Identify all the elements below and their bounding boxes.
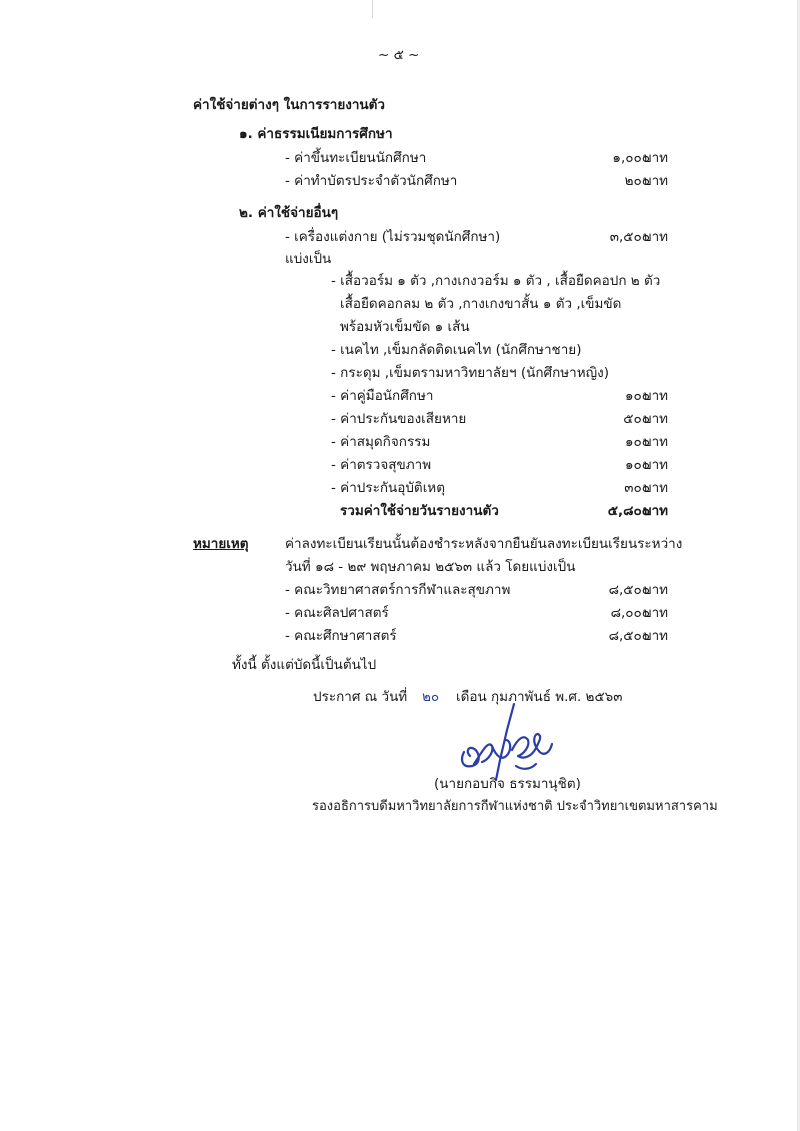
item-damage-deposit-amount: ๕๐๐ [623, 411, 650, 427]
announce-month-year: เดือน กุมภาพันธ์ พ.ศ. ๒๕๖๓ [456, 689, 623, 705]
announce-prefix: ประกาศ ณ วันที่ [313, 689, 408, 705]
faculty-sports-science-amount: ๘,๕๐๐ [608, 582, 650, 598]
faculty-liberal-arts-label: - คณะศิลปศาสตร์ [285, 605, 389, 621]
uniform-detail-line: - กระดุม ,เข็มตรามหาวิทยาลัยฯ (นักศึกษาหญิง) [331, 365, 609, 381]
item-id-card-amount: ๒๐๐ [624, 173, 650, 189]
faculty-education-unit: บาท [643, 628, 669, 644]
signer-title: รองอธิการบดีมหาวิทยาลัยการกีฬาแห่งชาติ ประจำวิทยาเขตมหาสารคาม [312, 799, 718, 814]
total-unit: บาท [643, 503, 669, 519]
page-number: ~ ๕ ~ [378, 47, 420, 63]
item-activity-book-amount: ๑๐๐ [624, 434, 650, 450]
total-amount: ๕,๘๐๐ [607, 503, 650, 519]
item-uniform-unit: บาท [643, 229, 669, 245]
faculty-liberal-arts-amount: ๘,๐๐๐ [610, 605, 650, 621]
fold-mark [372, 0, 373, 18]
uniform-detail-line: เสื้อยืดคอกลม ๒ ตัว ,กางเกงขาสั้น ๑ ตัว ,เข็มขัด [340, 296, 622, 312]
faculty-liberal-arts-unit: บาท [643, 605, 669, 621]
item-accident-insurance-label: - ค่าประกันอุบัติเหตุ [331, 480, 445, 496]
uniform-detail-line: - เสื้อวอร์ม ๑ ตัว ,กางเกงวอร์ม ๑ ตัว , เสื้อยืดคอปก ๒ ตัว [331, 273, 661, 289]
item-health-check-unit: บาท [643, 457, 669, 473]
signer-name: (นายกอบกิจ ธรรมานุชิต) [434, 776, 581, 792]
note-line-1: ค่าลงทะเบียนเรียนนั้นต้องชำระหลังจากยืนยันลงทะเบียนเรียนระหว่าง [285, 536, 683, 552]
uniform-detail-line: - เนคไท ,เข็มกลัดติดเนคไท (นักศึกษาชาย) [331, 342, 582, 358]
effective-statement: ทั้งนี้ ตั้งแต่บัดนี้เป็นต้นไป [232, 657, 377, 673]
section-1-title: ๑. ค่าธรรมเนียมการศึกษา [239, 126, 393, 142]
item-handbook-unit: บาท [643, 388, 669, 404]
item-id-card-unit: บาท [643, 173, 669, 189]
faculty-education-amount: ๘,๕๐๐ [608, 628, 650, 644]
item-damage-deposit-unit: บาท [643, 411, 669, 427]
faculty-sports-science-label: - คณะวิทยาศาสตร์การกีฬาและสุขภาพ [285, 582, 511, 598]
item-damage-deposit-label: - ค่าประกันของเสียหาย [331, 411, 467, 427]
item-registration-unit: บาท [643, 150, 669, 166]
item-uniform-amount: ๓,๕๐๐ [609, 229, 650, 245]
uniform-detail-line: พร้อมหัวเข็มขัด ๑ เส้น [340, 319, 470, 335]
item-handbook-amount: ๑๐๐ [624, 388, 650, 404]
item-accident-insurance-amount: ๓๐๐ [624, 480, 650, 496]
total-label: รวมค่าใช้จ่ายวันรายงานตัว [340, 503, 499, 519]
signature-image [452, 700, 562, 785]
announce-day: ๒๐ [422, 689, 440, 705]
item-activity-book-label: - ค่าสมุดกิจกรรม [331, 434, 431, 450]
note-line-2: วันที่ ๑๘ - ๒๙ พฤษภาคม ๒๕๖๓ แล้ว โดยแบ่งเป็น [285, 559, 576, 575]
item-health-check-label: - ค่าตรวจสุขภาพ [331, 457, 432, 473]
item-health-check-amount: ๑๐๐ [624, 457, 650, 473]
faculty-education-label: - คณะศึกษาศาสตร์ [285, 628, 397, 644]
item-id-card-label: - ค่าทำบัตรประจำตัวนักศึกษา [285, 173, 458, 189]
item-handbook-label: - ค่าคู่มือนักศึกษา [331, 388, 434, 404]
faculty-sports-science-unit: บาท [643, 582, 669, 598]
item-uniform-label: - เครื่องแต่งกาย (ไม่รวมชุดนักศึกษา) [285, 229, 501, 245]
item-accident-insurance-unit: บาท [643, 480, 669, 496]
expenses-heading: ค่าใช้จ่ายต่างๆ ในการรายงานตัว [193, 97, 385, 113]
split-label: แบ่งเป็น [285, 251, 332, 267]
item-registration-amount: ๑,๐๐๐ [612, 150, 650, 166]
item-activity-book-unit: บาท [643, 434, 669, 450]
section-2-title: ๒. ค่าใช้จ่ายอื่นๆ [239, 205, 339, 221]
note-label: หมายเหตุ [193, 536, 249, 552]
item-registration-label: - ค่าขึ้นทะเบียนนักศึกษา [285, 150, 427, 166]
